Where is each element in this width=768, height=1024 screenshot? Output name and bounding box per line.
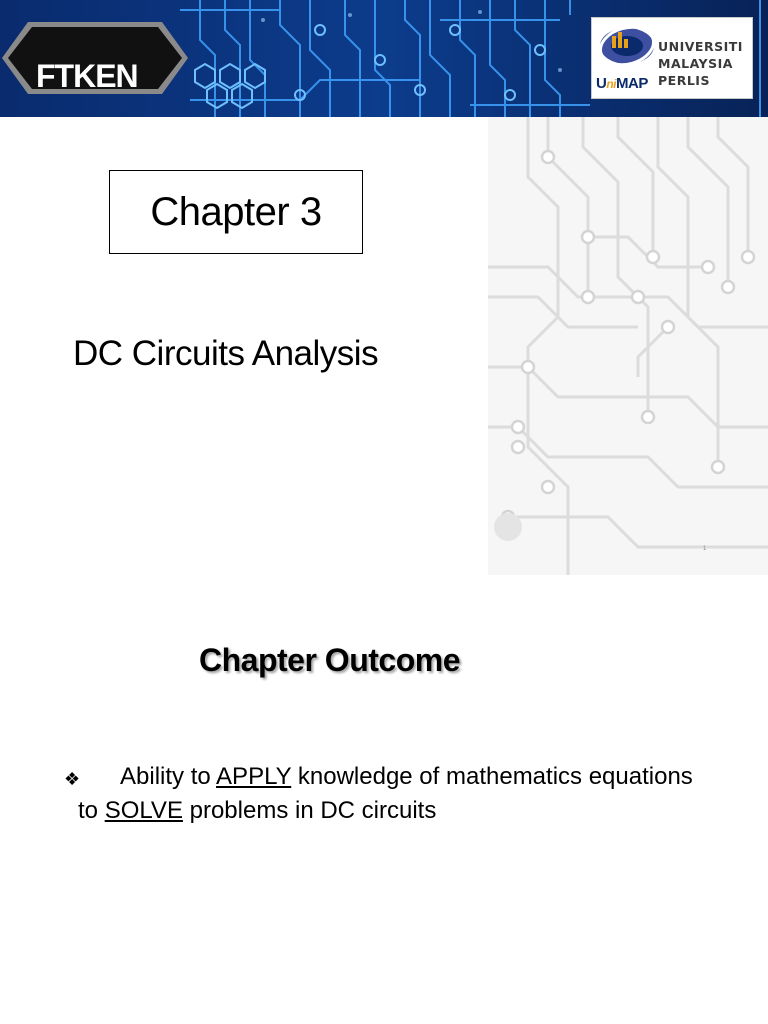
keyword-solve: SOLVE bbox=[104, 797, 183, 824]
outcome-bullet bbox=[64, 760, 764, 828]
circuit-side-graphic bbox=[488, 117, 768, 575]
chapter-heading-box bbox=[109, 170, 363, 254]
badge-text: FTKEN bbox=[36, 58, 138, 94]
outcome-line-2 bbox=[64, 794, 764, 828]
university-logo bbox=[591, 17, 753, 99]
header-banner bbox=[0, 0, 768, 117]
slide-title: DC Circuits Analysis bbox=[73, 334, 379, 373]
wordmark-u: U bbox=[596, 75, 607, 92]
outcome-line-1 bbox=[64, 760, 764, 794]
chapter-outcome-heading: Chapter Outcome bbox=[199, 642, 460, 678]
logo-line-3: PERLIS bbox=[658, 73, 710, 88]
keyword-apply: APPLY bbox=[216, 763, 292, 790]
outcome-text-4: problems in DC circuits bbox=[182, 797, 437, 824]
outcome-text-3: to bbox=[78, 797, 105, 824]
wordmark-map: MAP bbox=[616, 75, 648, 92]
outcome-text-1: Ability to bbox=[120, 763, 217, 790]
outcome-text-2: knowledge of mathematics equations bbox=[291, 763, 693, 790]
globe-emblem-icon bbox=[596, 22, 658, 74]
diamond-bullet-icon: ❖ bbox=[64, 769, 81, 789]
logo-line-2: MALAYSIA bbox=[658, 56, 733, 71]
wordmark-ni: ni bbox=[606, 77, 617, 91]
unimap-wordmark bbox=[596, 75, 648, 92]
ftken-badge bbox=[0, 20, 190, 96]
chapter-label: Chapter 3 bbox=[150, 189, 322, 234]
logo-line-1: UNIVERSITI bbox=[658, 39, 743, 54]
page-number: 1 bbox=[703, 546, 707, 552]
